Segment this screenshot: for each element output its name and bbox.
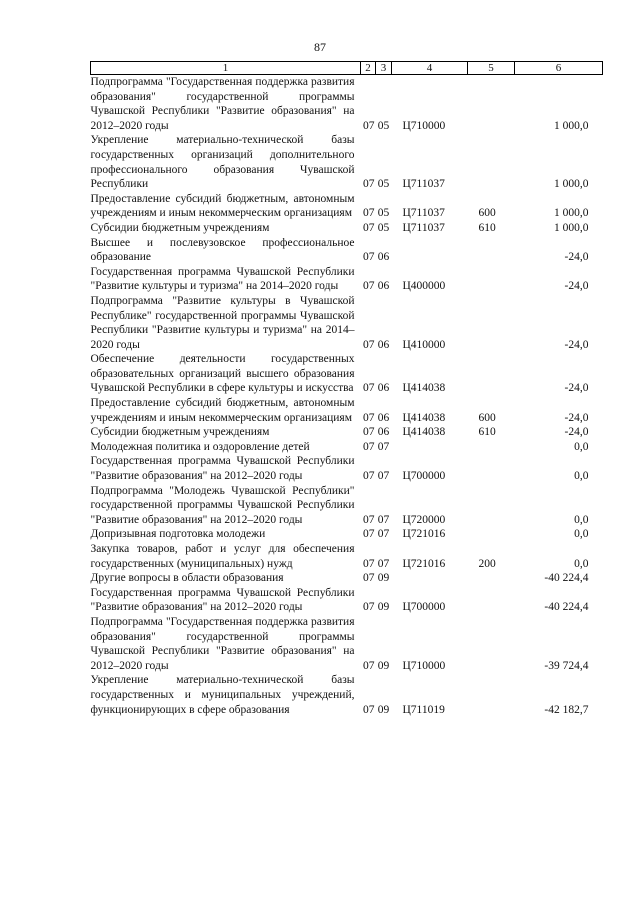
row-vr bbox=[468, 484, 515, 528]
row-csr: Ц414038 bbox=[402, 382, 446, 395]
row-sum: -24,0 bbox=[564, 426, 589, 439]
row-sum: 0,0 bbox=[574, 440, 589, 453]
table-row bbox=[91, 586, 603, 615]
row-pr: 05 bbox=[377, 207, 390, 220]
row-csr: Ц414038 bbox=[402, 426, 446, 439]
row-sum: 0,0 bbox=[574, 528, 589, 541]
row-rz: 07 bbox=[363, 470, 375, 483]
table-row bbox=[91, 236, 603, 265]
table-row bbox=[91, 221, 603, 236]
table-row bbox=[91, 615, 603, 673]
row-csr bbox=[392, 236, 468, 265]
row-vr: 200 bbox=[478, 557, 496, 570]
row-name: Допризывная подготовка молодежи bbox=[90, 528, 266, 541]
row-name: Закупка товаров, работ и услуг для обеспечения государственных (муниципальных) нужд bbox=[90, 543, 355, 570]
row-sum: 0,0 bbox=[574, 557, 589, 570]
row-sum: -24,0 bbox=[564, 280, 589, 293]
row-sum: -24,0 bbox=[564, 382, 589, 395]
row-name: Подпрограмма "Государственная поддержка развития образования" государственной программы Чувашской Республики "Развитие образования" на 2012–2020 годы bbox=[90, 76, 355, 132]
table-row bbox=[91, 75, 603, 134]
row-rz: 07 bbox=[363, 659, 375, 672]
table-row bbox=[91, 484, 603, 528]
row-vr bbox=[468, 440, 515, 455]
row-rz: 07 bbox=[363, 178, 375, 191]
row-pr: 07 bbox=[377, 470, 390, 483]
row-vr bbox=[468, 454, 515, 483]
row-vr bbox=[468, 673, 515, 717]
row-csr: Ц710000 bbox=[402, 119, 446, 132]
row-name: Молодежная политика и оздоровление детей bbox=[90, 440, 310, 453]
row-sum: 1 000,0 bbox=[554, 221, 589, 234]
row-name: Обеспечение деятельности государственных образовательных организаций высшего образования Чувашской Республики в сфере культуры и искусства bbox=[90, 353, 355, 395]
row-vr bbox=[468, 586, 515, 615]
row-name: Подпрограмма "Молодежь Чувашской Республики" государственной программы Чувашской Республики "Развитие образования" на 2012–2020 годы bbox=[90, 484, 355, 526]
table-row bbox=[91, 571, 603, 586]
table-header bbox=[91, 62, 603, 75]
row-csr: Ц710000 bbox=[402, 659, 446, 672]
row-sum: 0,0 bbox=[574, 513, 589, 526]
row-sum: 0,0 bbox=[574, 470, 589, 483]
row-name: Подпрограмма "Государственная поддержка развития образования" государственной программы Чувашской Республики "Развитие образования" на 2012–2020 годы bbox=[90, 615, 355, 672]
row-name: Предоставление субсидий бюджетным, автономным учреждениям и иным некоммерческим организациям bbox=[90, 192, 355, 220]
row-csr: Ц721016 bbox=[402, 557, 446, 570]
row-pr: 06 bbox=[377, 338, 390, 351]
row-csr: Ц700000 bbox=[402, 601, 446, 614]
table-row bbox=[91, 454, 603, 483]
header-sum: 6 bbox=[515, 62, 603, 75]
row-csr: Ц400000 bbox=[402, 280, 446, 293]
budget-table bbox=[90, 61, 603, 717]
row-vr: 600 bbox=[478, 207, 496, 220]
row-csr bbox=[392, 571, 468, 586]
row-rz: 07 bbox=[363, 382, 375, 395]
row-pr: 05 bbox=[377, 221, 390, 234]
table-row bbox=[91, 542, 603, 571]
row-csr: Ц711037 bbox=[402, 178, 445, 191]
row-name: Государственная программа Чувашской Республики "Развитие культуры и туризма" на 2014–2020 годы bbox=[90, 265, 355, 293]
row-rz: 07 bbox=[363, 207, 375, 220]
row-rz: 07 bbox=[363, 411, 375, 424]
row-rz: 07 bbox=[363, 572, 375, 585]
row-vr bbox=[468, 265, 515, 294]
row-name: Высшее и послевузовское профессиональное образование bbox=[90, 236, 355, 264]
table-row bbox=[91, 527, 603, 542]
row-rz: 07 bbox=[363, 426, 375, 439]
row-rz: 07 bbox=[363, 528, 375, 541]
row-vr bbox=[468, 236, 515, 265]
table-row bbox=[91, 673, 603, 717]
row-vr bbox=[468, 133, 515, 191]
row-vr bbox=[468, 294, 515, 352]
header-pr: 3 bbox=[376, 62, 392, 75]
row-pr: 09 bbox=[377, 659, 390, 672]
row-name: Государственная программа Чувашской Республики "Развитие образования" на 2012–2020 годы bbox=[90, 455, 355, 483]
header-rz: 2 bbox=[361, 62, 376, 75]
table-row bbox=[91, 265, 603, 294]
row-name: Другие вопросы в области образования bbox=[90, 572, 284, 585]
row-name: Субсидии бюджетным учреждениям bbox=[90, 426, 270, 439]
row-rz: 07 bbox=[363, 557, 375, 570]
row-sum: -24,0 bbox=[564, 251, 589, 264]
row-sum: -39 724,4 bbox=[544, 659, 589, 672]
row-name: Государственная программа Чувашской Республики "Развитие образования" на 2012–2020 годы bbox=[90, 586, 355, 614]
row-rz: 07 bbox=[363, 221, 375, 234]
row-name: Укрепление материально-технической базы государственных и муниципальных учреждений, функционирующих в сфере образования bbox=[90, 674, 355, 716]
row-vr bbox=[468, 75, 515, 134]
row-pr: 09 bbox=[377, 572, 390, 585]
row-rz: 07 bbox=[363, 440, 375, 453]
row-rz: 07 bbox=[363, 513, 375, 526]
row-rz: 07 bbox=[363, 703, 375, 716]
row-pr: 07 bbox=[377, 513, 390, 526]
row-pr: 06 bbox=[377, 251, 390, 264]
header-vr: 5 bbox=[468, 62, 515, 75]
row-sum: -24,0 bbox=[564, 411, 589, 424]
table-row bbox=[91, 294, 603, 352]
row-pr: 05 bbox=[377, 178, 390, 191]
row-rz: 07 bbox=[363, 338, 375, 351]
row-vr: 600 bbox=[478, 411, 496, 424]
table-row bbox=[91, 440, 603, 455]
row-rz: 07 bbox=[363, 251, 375, 264]
row-name: Подпрограмма "Развитие культуры в Чувашской Республике" государственной программы Чувашской Республики "Развитие культуры и туризма" на 2014–2020 годы bbox=[90, 294, 355, 351]
row-pr: 09 bbox=[377, 601, 390, 614]
page-number: 87 bbox=[314, 40, 326, 54]
row-csr: Ц711019 bbox=[402, 703, 445, 716]
row-csr bbox=[392, 440, 468, 455]
header-name: 1 bbox=[91, 62, 361, 75]
header-csr: 4 bbox=[392, 62, 468, 75]
row-vr: 610 bbox=[478, 426, 496, 439]
table-row bbox=[91, 133, 603, 191]
row-csr: Ц720000 bbox=[402, 513, 446, 526]
row-sum: 1 000,0 bbox=[554, 119, 589, 132]
row-csr: Ц700000 bbox=[402, 470, 446, 483]
row-name: Укрепление материально-технической базы государственных организаций дополнительного профессионального образования Чувашской Республики bbox=[90, 134, 355, 191]
row-pr: 09 bbox=[377, 703, 390, 716]
table-row bbox=[91, 425, 603, 440]
row-pr: 06 bbox=[377, 411, 390, 424]
row-sum: -24,0 bbox=[564, 338, 589, 351]
table-body bbox=[91, 75, 603, 718]
row-rz: 07 bbox=[363, 601, 375, 614]
row-pr: 07 bbox=[377, 528, 390, 541]
row-csr: Ц410000 bbox=[402, 338, 446, 351]
row-csr: Ц711037 bbox=[402, 207, 445, 220]
header-row bbox=[91, 62, 603, 75]
row-pr: 06 bbox=[377, 382, 390, 395]
row-csr: Ц721016 bbox=[402, 528, 446, 541]
row-sum: 1 000,0 bbox=[554, 207, 589, 220]
row-rz: 07 bbox=[363, 280, 375, 293]
row-vr bbox=[468, 527, 515, 542]
row-name: Субсидии бюджетным учреждениям bbox=[90, 221, 270, 234]
row-csr: Ц711037 bbox=[402, 221, 445, 234]
row-vr bbox=[468, 615, 515, 673]
row-pr: 06 bbox=[377, 280, 390, 293]
row-sum: -40 224,4 bbox=[544, 572, 589, 585]
row-pr: 07 bbox=[377, 557, 390, 570]
row-pr: 07 bbox=[377, 440, 390, 453]
row-sum: -42 182,7 bbox=[544, 703, 589, 716]
row-pr: 06 bbox=[377, 426, 390, 439]
row-rz: 07 bbox=[363, 119, 375, 132]
row-name: Предоставление субсидий бюджетным, автономным учреждениям и иным некоммерческим организациям bbox=[90, 397, 355, 424]
row-sum: -40 224,4 bbox=[544, 601, 589, 614]
table-row bbox=[91, 352, 603, 396]
table-row bbox=[91, 192, 603, 221]
row-vr bbox=[468, 352, 515, 396]
row-vr: 610 bbox=[478, 221, 496, 234]
table-row bbox=[91, 396, 603, 425]
row-sum: 1 000,0 bbox=[554, 178, 589, 191]
row-vr bbox=[468, 571, 515, 586]
row-csr: Ц414038 bbox=[402, 411, 446, 424]
row-pr: 05 bbox=[377, 119, 390, 132]
